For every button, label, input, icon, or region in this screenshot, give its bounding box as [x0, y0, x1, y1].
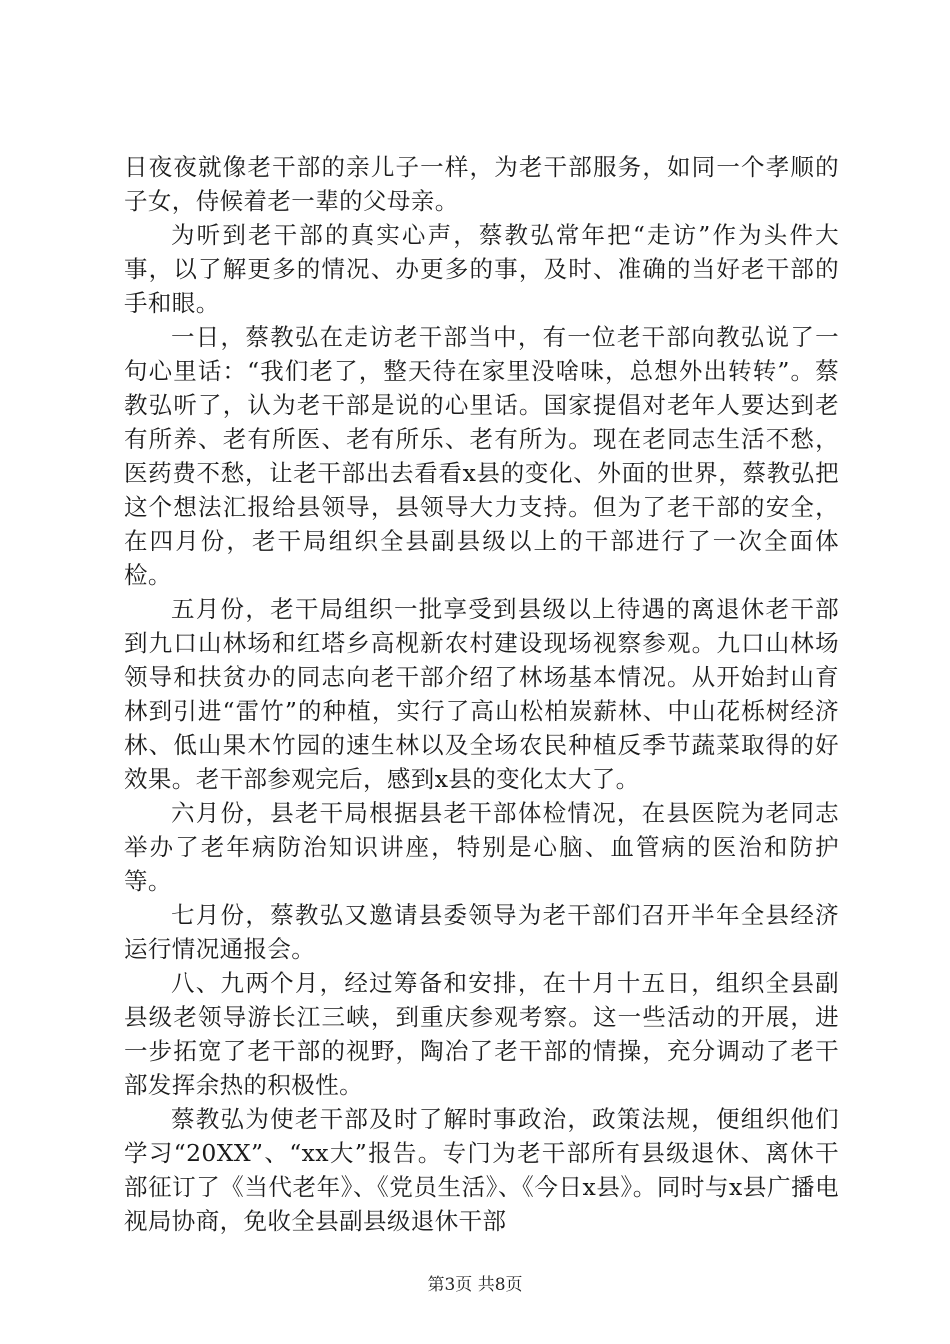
page-footer	[0, 1274, 950, 1296]
page-number-label: 第3页 共8页	[427, 1275, 523, 1295]
paragraph: 七月份，蔡教弘又邀请县委领导为老干部们召开半年全县经济运行情况通报会。	[124, 901, 839, 963]
paragraph: 为听到老干部的真实心声，蔡教弘常年把“走访”作为头件大事，以了解更多的情况、办更多的事，及时、准确的当好老干部的手和眼。	[124, 221, 839, 317]
paragraph: 蔡教弘为使老干部及时了解时事政治，政策法规，便组织他们学习“20XX”、“xx大”报告。专门为老干部所有县级退休、离休干部征订了《当代老年》、《党员生活》、《今日x县》。同时与x县广播电视局协商，免收全县副县级退休干部	[124, 1105, 839, 1235]
paragraph: 五月份，老干局组织一批享受到县级以上待遇的离退休老干部到九口山林场和红塔乡高枧新农村建设现场视察参观。九口山林场领导和扶贫办的同志向老干部介绍了林场基本情况。从开始封山育林到引进“雷竹”的种植，实行了高山松柏炭薪林、中山花栎树经济林、低山果木竹园的速生林以及全场农民种植反季节蔬菜取得的好效果。老干部参观完后，感到x县的变化太大了。	[124, 595, 839, 793]
paragraph: 八、九两个月，经过筹备和安排，在十月十五日，组织全县副县级老领导游长江三峡，到重庆参观考察。这一些活动的开展，进一步拓宽了老干部的视野，陶冶了老干部的情操，充分调动了老干部发挥余热的积极性。	[124, 969, 839, 1099]
paragraph: 六月份，县老干局根据县老干部体检情况，在县医院为老同志举办了老年病防治知识讲座，特别是心脑、血管病的医治和防护等。	[124, 799, 839, 895]
paragraph: 日夜夜就像老干部的亲儿子一样，为老干部服务，如同一个孝顺的子女，侍候着老一辈的父母亲。	[124, 153, 839, 215]
document-body	[124, 150, 839, 1238]
paragraph: 一日，蔡教弘在走访老干部当中，有一位老干部向教弘说了一句心里话：“我们老了，整天待在家里没啥味，总想外出转转”。蔡教弘听了，认为老干部是说的心里话。国家提倡对老年人要达到老有所养、老有所医、老有所乐、老有所为。现在老同志生活不愁，医药费不愁，让老干部出去看看x县的变化、外面的世界，蔡教弘把这个想法汇报给县领导，县领导大力支持。但为了老干部的安全，在四月份，老干局组织全县副县级以上的干部进行了一次全面体检。	[124, 323, 839, 589]
